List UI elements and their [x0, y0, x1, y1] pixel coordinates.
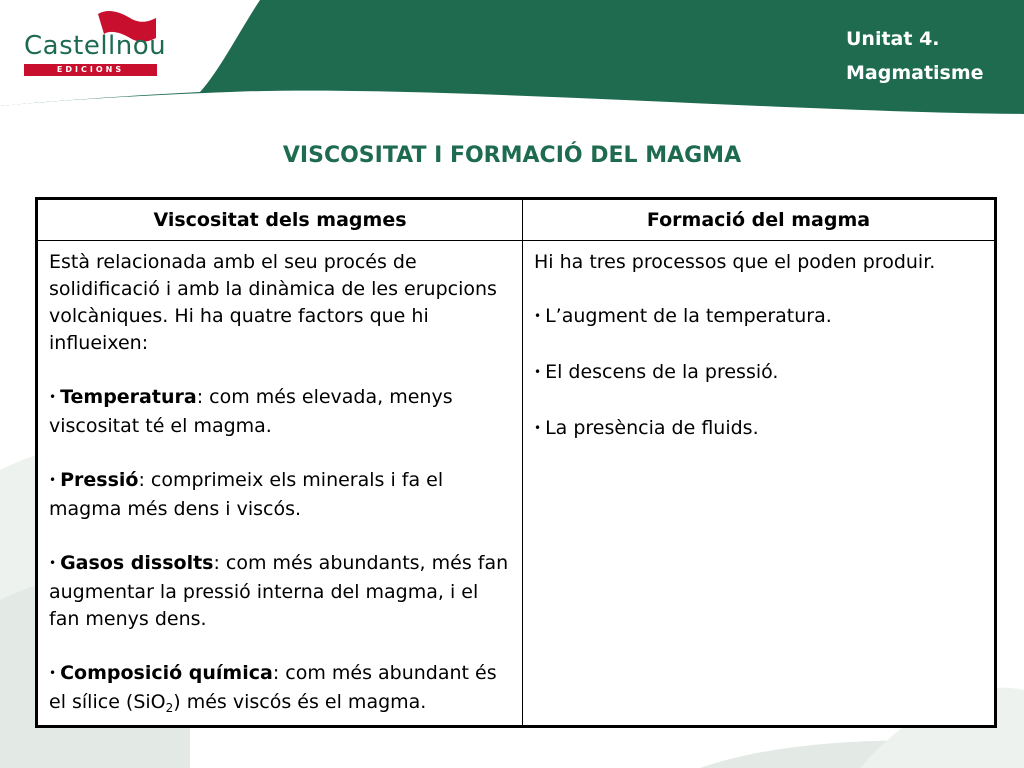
- unit-label: [846, 22, 984, 90]
- factor-item: [49, 467, 512, 523]
- table-row: [37, 241, 996, 727]
- factor-term: Composició química: [60, 662, 273, 684]
- logo-subtitle: EDICIONS: [24, 64, 157, 76]
- factor-text: : com més abundants, més fan augmentar la pressió interna del magma, i el fan menys dens.: [49, 552, 509, 630]
- bullet-icon: •: [534, 309, 542, 323]
- unit-topic: Magmatisme: [846, 62, 984, 84]
- factor-text: : com més abundant és el sílice (SiO: [49, 662, 497, 713]
- factor-item: [49, 660, 512, 716]
- viscosity-intro: Està relacionada amb el seu procés de solidificació i amb la dinàmica de les erupcions volcàniques. Hi ha quatre factors que hi influeixen:: [49, 251, 497, 354]
- formation-cell: [523, 241, 996, 727]
- viscosity-cell: [37, 241, 523, 727]
- process-item: [534, 415, 984, 444]
- factor-text-end: ) més viscós és el magma.: [173, 691, 427, 713]
- bullet-icon: •: [534, 421, 542, 435]
- formation-intro: Hi ha tres processos que el poden produir.: [534, 251, 936, 273]
- process-text: La presència de fluids.: [545, 417, 759, 439]
- bullet-icon: •: [49, 556, 57, 570]
- unit-number: Unitat 4.: [846, 28, 940, 50]
- factor-item: [49, 384, 512, 440]
- bullet-icon: •: [49, 666, 57, 680]
- bullet-icon: •: [534, 365, 542, 379]
- process-text: L’augment de la temperatura.: [545, 305, 832, 327]
- comparison-table: [35, 197, 997, 728]
- header-formation: Formació del magma: [523, 199, 996, 241]
- bullet-icon: •: [49, 390, 57, 404]
- table-header-row: [37, 199, 996, 241]
- process-item: [534, 359, 984, 388]
- factor-item: [49, 550, 512, 633]
- bullet-icon: •: [49, 473, 57, 487]
- factor-term: Gasos dissolts: [60, 552, 214, 574]
- subscript: 2: [165, 701, 174, 715]
- factor-text: : comprimeix els minerals i fa el magma més dens i viscós.: [49, 469, 444, 520]
- factor-term: Temperatura: [60, 386, 197, 408]
- page-title: VISCOSITAT I FORMACIÓ DEL MAGMA: [282, 143, 742, 168]
- process-text: El descens de la pressió.: [545, 361, 779, 383]
- header-viscosity: Viscositat dels magmes: [37, 199, 523, 241]
- process-item: [534, 303, 984, 332]
- logo-name: Castellnou: [24, 31, 167, 61]
- factor-term: Pressió: [60, 469, 139, 491]
- factor-text: : com més elevada, menys viscositat té el magma.: [49, 386, 453, 437]
